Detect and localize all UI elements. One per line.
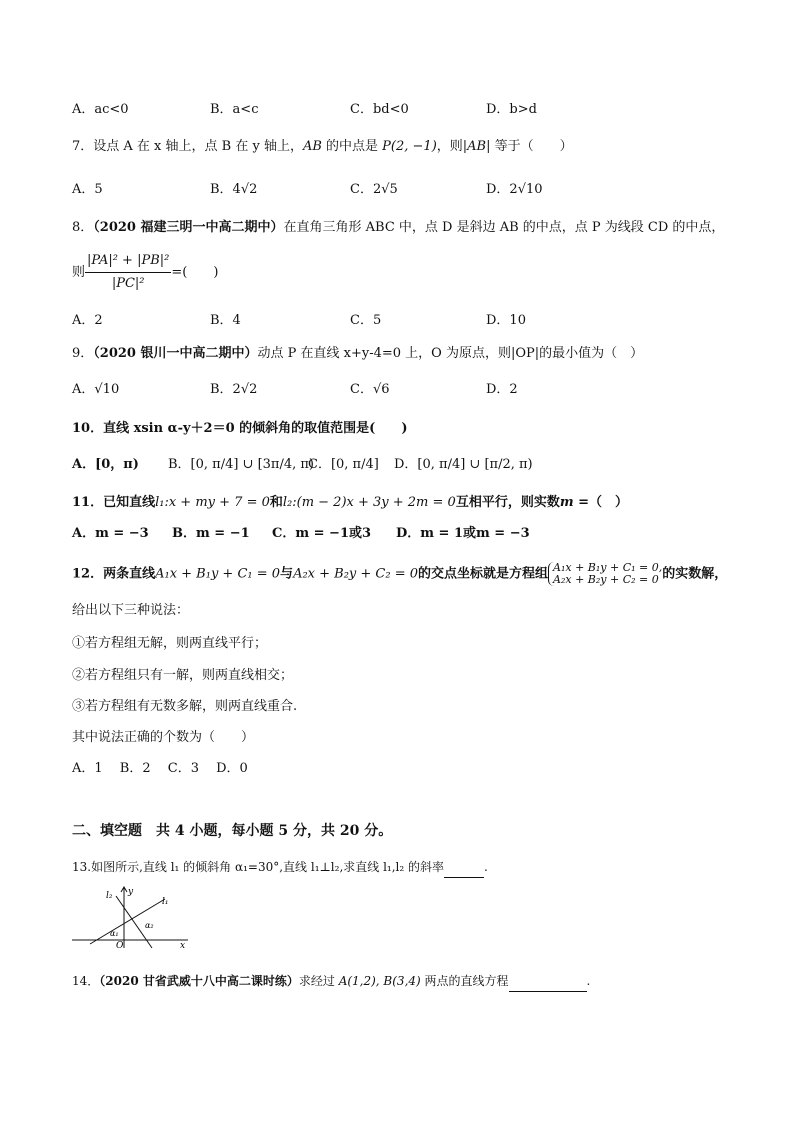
q10-option-a: A．[0，π) (72, 457, 139, 472)
q8-option-a: A．2 (72, 313, 103, 328)
q8-option-b: B．4 (210, 313, 241, 328)
q10-option-b: B．[0, π/4] ∪ [3π/4, π) (168, 457, 315, 472)
q6-option-c: C．bd<0 (350, 102, 409, 117)
q7-stem: 7．设点 A 在 x 轴上，点 B 在 y 轴上，AB 的中点是 P(2, −1)，则|AB| 等于（ ） (72, 139, 573, 154)
q9-source: （2020 银川一中高二期中） (93, 346, 258, 361)
q11-options (72, 524, 732, 544)
q9-option-a: A．√10 (72, 382, 120, 397)
q14-source: （2020 甘省武威十八中高二课时练） (99, 974, 299, 988)
q8-source: （2020 福建三明一中高二期中） (93, 220, 284, 235)
q10-option-c: C．[0, π/4] (308, 457, 379, 472)
q7-option-d: D．2√10 (486, 182, 543, 197)
q11-stem: 11．已知直线l₁:x + my + 7 = 0和l₂:(m − 2)x + 3y + 2m = 0互相平行，则实数m =（ ） (72, 495, 629, 510)
fig-label-alpha2: α₂ (145, 921, 154, 930)
q12-statement-3: ③若方程组有无数多解，则两直线重合. (72, 699, 298, 714)
q7-option-c: C．2√5 (350, 182, 398, 197)
fig-label-l2: l₂ (106, 891, 113, 901)
fig-label-alpha1: α₁ (110, 929, 119, 938)
q9-option-c: C．√6 (350, 382, 390, 397)
q7-option-a: A．5 (72, 182, 103, 197)
q11-option-c: C．m = −1或3 (272, 526, 372, 541)
q9-options (72, 380, 732, 400)
q8-option-c: C．5 (350, 313, 382, 328)
q10-options (72, 455, 732, 475)
q11-option-a: A．m = −3 (72, 526, 149, 541)
q9-option-d: D．2 (486, 382, 518, 397)
q13-stem: 13.如图所示,直线 l₁ 的倾斜角 α₁=30°,直线 l₁⊥l₂,求直线 l₁,l₂ 的斜率 . (72, 857, 488, 878)
q6-options (72, 100, 732, 120)
q6-option-d: D．b>d (486, 102, 537, 117)
line-l1 (90, 899, 165, 944)
q10-stem: 10．直线 xsin α-y＋2＝0 的倾斜角的取值范围是( ) (72, 421, 408, 436)
q9-stem: 9．（2020 银川一中高二期中）动点 P 在直线 x+y-4=0 上，O 为原点，则|OP|的最小值为（ ） (72, 346, 644, 361)
q12-question: 其中说法正确的个数为（ ） (72, 730, 255, 745)
q13-figure (70, 882, 200, 952)
fig-label-origin: O (116, 941, 124, 951)
q8-option-d: D．10 (486, 313, 526, 328)
q8-stem: 8．（2020 福建三明一中高二期中）在直角三角形 ABC 中，点 D 是斜边 AB 的中点，点 P 为线段 CD 的中点， (72, 220, 725, 235)
q13-answer-blank (444, 857, 484, 878)
q8-options (72, 311, 732, 331)
q11-option-d: D．m = 1或m = −3 (396, 526, 530, 541)
q14-stem: 14．（2020 甘省武威十八中高二课时练）求经过 A(1,2), B(3,4) 两点的直线方程 . (72, 971, 590, 992)
q12-equation-system: A₁x + B₁y + C₁ = 0, A₂x + B₂y + C₂ = 0 (548, 562, 662, 586)
q8-formula: 则 $\frac{\text{|PA|² + |PB|²}}{\text{|PC|²}}$ =( ) (72, 250, 218, 295)
fig-label-x: x (180, 941, 186, 951)
q12-options: A．1 B．2 C．3 D．0 (72, 761, 248, 776)
fig-label-y: y (128, 887, 134, 897)
q9-option-b: B．2√2 (210, 382, 258, 397)
q7-options (72, 180, 732, 200)
q7-option-b: B．4√2 (210, 182, 258, 197)
section-2-heading: 二、填空题 共 4 小题，每小题 5 分，共 20 分。 (72, 823, 393, 839)
q12-statement-2: ②若方程组只有一解，则两直线相交； (72, 668, 294, 683)
q14-answer-blank (509, 971, 587, 992)
q12-intro: 给出以下三种说法： (72, 603, 190, 618)
q6-option-b: B．a<c (210, 102, 259, 117)
q12-stem: 12．两条直线A₁x + B₁y + C₁ = 0与A₂x + B₂y + C₂ = 0的交点坐标就是方程组 A₁x + B₁y + C₁ = 0, A₂x + B₂y + C₂ = 0 的实数解， (72, 561, 728, 586)
q6-option-a: A．ac<0 (72, 102, 129, 117)
q8-fraction: $\frac{\text{|PA|² + |PB|²}}{\text{|PC|²}}$ (85, 250, 171, 295)
q10-option-d: D．[0, π/4] ∪ [π/2, π) (394, 457, 533, 472)
fig-label-l1: l₁ (162, 897, 169, 907)
q12-statement-1: ①若方程组无解，则两直线平行； (72, 636, 268, 651)
q11-option-b: B．m = −1 (172, 526, 250, 541)
